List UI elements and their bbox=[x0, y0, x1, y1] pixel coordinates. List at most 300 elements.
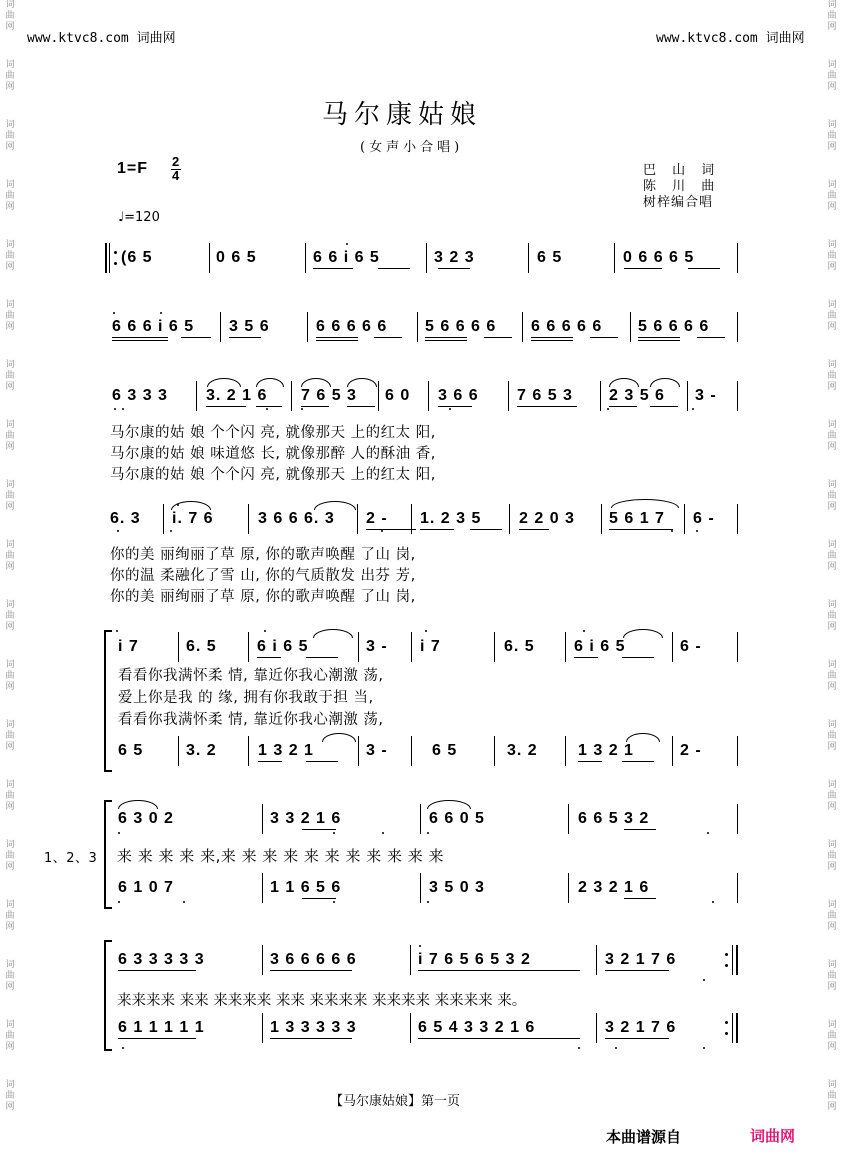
beam-line bbox=[206, 406, 246, 407]
octave-dot bbox=[264, 630, 266, 632]
octave-dot bbox=[346, 243, 348, 245]
la-lyric-line: 来 来 来 来 来,来 来 来 来 来 来 来 来 来 来 来 bbox=[117, 847, 445, 865]
watermark-char: 网 bbox=[5, 82, 15, 92]
ending-top-measure: 3 6 6 6 6 6 bbox=[270, 951, 357, 968]
watermark-char: 曲 bbox=[5, 851, 15, 861]
bar-line bbox=[305, 243, 306, 273]
watermark-char: 曲 bbox=[827, 311, 837, 321]
octave-dot bbox=[427, 832, 429, 834]
beam-line bbox=[257, 657, 281, 658]
watermark-char: 网 bbox=[827, 1102, 837, 1112]
watermark-char: 曲 bbox=[827, 371, 837, 381]
ending-bottom-measure: 1 3 3 3 3 3 bbox=[270, 1019, 357, 1036]
watermark-char: 词 bbox=[827, 960, 837, 970]
watermark-char: 曲 bbox=[827, 551, 837, 561]
watermark-char: 网 bbox=[5, 22, 15, 32]
verse-note-measure: 2 - bbox=[366, 510, 388, 527]
beam-line bbox=[347, 406, 375, 407]
watermark-char: 词 bbox=[827, 240, 837, 250]
watermark-char: 网 bbox=[5, 802, 15, 812]
chorus-bottom-measure: 3 - bbox=[366, 742, 388, 759]
watermark-char: 网 bbox=[827, 742, 837, 752]
watermark-char: 曲 bbox=[827, 851, 837, 861]
arranger-credit: 树梓编合唱 bbox=[643, 195, 714, 210]
beam-line bbox=[316, 337, 358, 338]
bar-line bbox=[410, 945, 411, 975]
watermark-char: 曲 bbox=[827, 11, 837, 21]
octave-dot bbox=[118, 832, 120, 834]
bar-line bbox=[378, 381, 379, 411]
bar-line bbox=[262, 804, 263, 834]
bar-line bbox=[411, 632, 412, 662]
beam-line bbox=[112, 340, 168, 341]
chorus-lyric-line: 看看你我满怀柔 情, 靠近你我心潮激 荡, bbox=[118, 668, 384, 684]
watermark-char: 词 bbox=[5, 780, 15, 790]
watermark-char: 网 bbox=[827, 202, 837, 212]
beam-line bbox=[638, 337, 680, 338]
watermark-char: 曲 bbox=[5, 251, 15, 261]
watermark-char: 曲 bbox=[5, 191, 15, 201]
chorus-top-measure: 6. 5 bbox=[504, 638, 535, 655]
octave-dot bbox=[183, 901, 185, 903]
chorus-lyric-line: 看看你我满怀柔 情, 靠近你我心潮激 荡, bbox=[118, 712, 384, 728]
octave-dot bbox=[122, 1047, 124, 1049]
watermark-char: 网 bbox=[5, 622, 15, 632]
bar-line bbox=[601, 504, 602, 534]
right-watermark bbox=[823, 0, 841, 1171]
watermark-char: 曲 bbox=[827, 1091, 837, 1101]
watermark-char: 网 bbox=[5, 862, 15, 872]
repeat-dot bbox=[725, 964, 728, 967]
octave-dot bbox=[117, 530, 119, 532]
verse-note-measure: 3. 2 1 6 bbox=[206, 387, 268, 404]
bar-line bbox=[420, 804, 421, 834]
octave-dot bbox=[703, 1047, 705, 1049]
watermark-char: 曲 bbox=[5, 611, 15, 621]
bar-line bbox=[737, 632, 738, 662]
octave-dot bbox=[607, 408, 609, 410]
watermark-char: 网 bbox=[5, 142, 15, 152]
watermark-char: 网 bbox=[827, 1042, 837, 1052]
beam-line bbox=[517, 406, 577, 407]
bar-line bbox=[178, 736, 179, 766]
bar-line bbox=[209, 243, 210, 273]
beam-line bbox=[118, 1038, 196, 1039]
beam-line bbox=[624, 829, 656, 830]
beam-line bbox=[270, 1038, 352, 1039]
repeat-dot bbox=[114, 262, 117, 265]
slur bbox=[118, 800, 158, 809]
page-footer: 【马尔康姑娘】第一页 bbox=[330, 1094, 461, 1109]
slur bbox=[313, 629, 353, 638]
bar-line bbox=[196, 381, 197, 411]
watermark-char: 曲 bbox=[5, 371, 15, 381]
beam-line bbox=[697, 337, 725, 338]
bar-line bbox=[522, 312, 523, 342]
beam-line bbox=[609, 529, 673, 530]
watermark-char: 曲 bbox=[5, 911, 15, 921]
beam-line bbox=[366, 529, 416, 530]
la-bottom-measure: 3 5 0 3 bbox=[429, 879, 485, 896]
watermark-char: 词 bbox=[5, 600, 15, 610]
bar-line bbox=[684, 504, 685, 534]
watermark-char: 词 bbox=[5, 240, 15, 250]
beam-line bbox=[624, 268, 662, 269]
ending-top-measure: 6 3 3 3 3 3 bbox=[118, 951, 205, 968]
beam-line bbox=[181, 337, 211, 338]
octave-dot bbox=[301, 408, 303, 410]
beam-line bbox=[316, 340, 358, 341]
watermark-char: 词 bbox=[5, 840, 15, 850]
beam-line bbox=[301, 406, 329, 407]
bar-line bbox=[220, 312, 221, 342]
watermark-char: 网 bbox=[5, 322, 15, 332]
intro-measure: 6 6 i 6 5 bbox=[313, 249, 380, 266]
beam-line bbox=[313, 268, 353, 269]
verse-note-measure: 3 - bbox=[695, 387, 717, 404]
la-top-measure: 6 3 0 2 bbox=[118, 810, 174, 827]
watermark-char: 网 bbox=[5, 742, 15, 752]
bar-line bbox=[358, 632, 359, 662]
bar-line bbox=[687, 381, 688, 411]
octave-dot bbox=[333, 901, 335, 903]
octave-dot bbox=[583, 630, 585, 632]
watermark-char: 曲 bbox=[827, 191, 837, 201]
bar-line bbox=[737, 243, 738, 273]
system-brace bbox=[104, 800, 112, 909]
watermark-char: 网 bbox=[5, 1102, 15, 1112]
watermark-char: 网 bbox=[827, 322, 837, 332]
watermark-char: 词 bbox=[5, 0, 15, 10]
watermark-char: 网 bbox=[827, 562, 837, 572]
beam-line bbox=[425, 340, 467, 341]
watermark-char: 曲 bbox=[827, 1031, 837, 1041]
intro-measure: 6 6 6 6 6 bbox=[316, 318, 388, 335]
watermark-char: 词 bbox=[5, 960, 15, 970]
watermark-char: 词 bbox=[5, 180, 15, 190]
watermark-char: 词 bbox=[827, 120, 837, 130]
watermark-char: 网 bbox=[827, 622, 837, 632]
watermark-char: 词 bbox=[827, 480, 837, 490]
watermark-char: 词 bbox=[5, 660, 15, 670]
watermark-char: 曲 bbox=[827, 71, 837, 81]
slur bbox=[623, 629, 663, 638]
bar-line bbox=[411, 736, 412, 766]
bar-line bbox=[737, 873, 738, 903]
watermark-char: 曲 bbox=[827, 251, 837, 261]
watermark-char: 词 bbox=[827, 300, 837, 310]
watermark-char: 词 bbox=[827, 780, 837, 790]
watermark-char: 网 bbox=[827, 142, 837, 152]
bar-line bbox=[420, 873, 421, 903]
watermark-char: 曲 bbox=[5, 11, 15, 21]
watermark-char: 网 bbox=[827, 382, 837, 392]
beam-line bbox=[609, 406, 637, 407]
slur bbox=[301, 378, 331, 387]
octave-dot bbox=[266, 408, 268, 410]
beam-line bbox=[438, 406, 472, 407]
bar-line bbox=[248, 504, 249, 534]
watermark-char: 词 bbox=[5, 900, 15, 910]
watermark-char: 网 bbox=[5, 1042, 15, 1052]
watermark-char: 网 bbox=[5, 202, 15, 212]
watermark-char: 曲 bbox=[5, 431, 15, 441]
verse-note-measure: i. 7 6 bbox=[172, 510, 214, 527]
watermark-char: 网 bbox=[827, 922, 837, 932]
repeat-start-bar bbox=[105, 243, 107, 273]
verse-note-measure: 6 0 bbox=[385, 387, 411, 404]
beam-line bbox=[574, 657, 598, 658]
beam-line bbox=[470, 529, 502, 530]
watermark-char: 词 bbox=[827, 540, 837, 550]
octave-dot bbox=[177, 504, 179, 506]
bar-line bbox=[262, 873, 263, 903]
watermark-char: 词 bbox=[5, 120, 15, 130]
watermark-char: 词 bbox=[827, 1080, 837, 1090]
beam-line bbox=[578, 761, 602, 762]
la-top-measure: 6 6 0 5 bbox=[429, 810, 485, 827]
octave-dot bbox=[671, 530, 673, 532]
octave-dot bbox=[707, 832, 709, 834]
watermark-char: 曲 bbox=[827, 491, 837, 501]
beam-line bbox=[420, 529, 454, 530]
verse-note-measure: 7 6 5 3 bbox=[301, 387, 357, 404]
bar-line bbox=[307, 312, 308, 342]
repeat-end-bar bbox=[736, 945, 738, 975]
watermark-char: 曲 bbox=[827, 611, 837, 621]
watermark-char: 曲 bbox=[827, 791, 837, 801]
verse-note-measure: 6 - bbox=[693, 510, 715, 527]
chorus-bottom-measure: 1 3 2 1 bbox=[578, 742, 634, 759]
octave-dot bbox=[703, 979, 705, 981]
la-top-measure: 3 3 2 1 6 bbox=[270, 810, 342, 827]
intro-measure: 6 6 6 i 6 5 bbox=[112, 318, 195, 335]
beam-line bbox=[306, 657, 338, 658]
intro-measure: 3 5 6 bbox=[229, 318, 270, 335]
bar-line bbox=[494, 736, 495, 766]
watermark-char: 词 bbox=[5, 1020, 15, 1030]
watermark-char: 网 bbox=[5, 682, 15, 692]
watermark-char: 词 bbox=[827, 360, 837, 370]
beam-line bbox=[256, 406, 282, 407]
watermark-char: 词 bbox=[5, 420, 15, 430]
slur bbox=[256, 378, 284, 387]
bar-line bbox=[358, 736, 359, 766]
system-brace bbox=[104, 630, 112, 772]
watermark-char: 词 bbox=[827, 720, 837, 730]
source-label: 本曲谱源自 bbox=[606, 1128, 682, 1146]
watermark-char: 网 bbox=[827, 502, 837, 512]
bar-line bbox=[428, 381, 429, 411]
watermark-char: 词 bbox=[5, 1080, 15, 1090]
bar-line bbox=[568, 804, 569, 834]
beam-line bbox=[270, 970, 352, 971]
beam-line bbox=[531, 337, 573, 338]
slur bbox=[347, 378, 377, 387]
watermark-char: 网 bbox=[5, 502, 15, 512]
tempo-marking: ♩=120 bbox=[118, 210, 160, 225]
slur bbox=[609, 378, 639, 387]
octave-dot bbox=[578, 1047, 580, 1049]
bar-line bbox=[737, 312, 738, 342]
verse-note-measure: 5 6 1 7 bbox=[609, 510, 665, 527]
chorus-bottom-measure: 2 - bbox=[680, 742, 702, 759]
octave-dot bbox=[170, 530, 172, 532]
watermark-char: 网 bbox=[827, 82, 837, 92]
bar-line bbox=[732, 945, 733, 975]
verse-note-measure: 3 6 6 bbox=[438, 387, 479, 404]
verse-note-measure: 2 2 0 3 bbox=[519, 510, 575, 527]
watermark-char: 曲 bbox=[5, 551, 15, 561]
repeat-dot bbox=[725, 1021, 728, 1024]
octave-dot bbox=[118, 901, 120, 903]
watermark-char: 曲 bbox=[827, 731, 837, 741]
beam-line bbox=[531, 340, 573, 341]
octave-dot bbox=[427, 901, 429, 903]
slur bbox=[322, 733, 356, 742]
ending-top-measure: 3 2 1 7 6 bbox=[605, 951, 677, 968]
ending-bottom-measure: 3 2 1 7 6 bbox=[605, 1019, 677, 1036]
bar-line bbox=[596, 1013, 597, 1043]
bar-line bbox=[417, 312, 418, 342]
intro-measure: 0 6 6 6 5 bbox=[623, 249, 695, 266]
watermark-char: 词 bbox=[827, 660, 837, 670]
watermark-char: 曲 bbox=[5, 971, 15, 981]
verse-note-measure: 6 3 3 3 bbox=[112, 387, 168, 404]
watermark-char: 词 bbox=[827, 900, 837, 910]
chorus-bottom-measure: 6 5 bbox=[118, 742, 144, 759]
time-denominator: 4 bbox=[172, 168, 181, 183]
watermark-char: 曲 bbox=[5, 311, 15, 321]
chorus-bottom-measure: 3. 2 bbox=[186, 742, 217, 759]
intro-measure: 6 6 6 6 6 bbox=[531, 318, 603, 335]
bar-line bbox=[630, 312, 631, 342]
watermark-char: 曲 bbox=[5, 1031, 15, 1041]
watermark-char: 网 bbox=[827, 262, 837, 272]
verse-note-measure: 7 6 5 3 bbox=[517, 387, 573, 404]
la-top-measure: 6 6 5 3 2 bbox=[578, 810, 650, 827]
octave-dot bbox=[692, 408, 694, 410]
verse-note-measure: 3 6 6 6. 3 bbox=[258, 510, 335, 527]
octave-dot bbox=[382, 832, 384, 834]
slur bbox=[207, 378, 241, 387]
verse-number-label: 1、2、3 bbox=[44, 851, 98, 866]
slur bbox=[314, 501, 356, 510]
bar-line bbox=[109, 243, 110, 273]
verse-lyric-line: 马尔康的姑 娘 个个闪 亮, 就像那天 上的红太 阳, bbox=[110, 467, 436, 483]
ending-bottom-measure: 6 1 1 1 1 1 bbox=[118, 1019, 205, 1036]
watermark-char: 网 bbox=[5, 262, 15, 272]
beam-line bbox=[590, 337, 618, 338]
watermark-char: 曲 bbox=[5, 131, 15, 141]
chorus-top-measure: i 7 bbox=[420, 638, 441, 655]
chorus-bottom-measure: 6 5 bbox=[432, 742, 458, 759]
la-bottom-measure: 2 3 2 1 6 bbox=[578, 879, 650, 896]
beam-line bbox=[374, 337, 402, 338]
watermark-char: 曲 bbox=[5, 1091, 15, 1101]
chorus-top-measure: 6 i 6 5 bbox=[257, 638, 309, 655]
chorus-top-measure: 6 i 6 5 bbox=[574, 638, 626, 655]
verse-note-measure: 6. 3 bbox=[110, 510, 141, 527]
beam-line bbox=[302, 829, 336, 830]
beam-line bbox=[650, 406, 678, 407]
bar-line bbox=[494, 632, 495, 662]
octave-dot bbox=[122, 408, 124, 410]
verse-note-measure: 2 3 5 6 bbox=[609, 387, 665, 404]
source-brand[interactable]: 词曲网 bbox=[750, 1127, 796, 1145]
composer-credit: 陈 川 曲 bbox=[643, 179, 721, 194]
verse-lyric-line: 马尔康的姑 娘 个个闪 亮, 就像那天 上的红太 阳, bbox=[110, 425, 436, 441]
octave-dot bbox=[425, 630, 427, 632]
repeat-end-bar bbox=[736, 1013, 738, 1043]
watermark-char: 曲 bbox=[827, 911, 837, 921]
bar-line bbox=[614, 243, 615, 273]
beam-line bbox=[118, 970, 196, 971]
la-bottom-measure: 1 1 6 5 6 bbox=[270, 879, 342, 896]
repeat-dot bbox=[725, 953, 728, 956]
bar-line bbox=[528, 243, 529, 273]
watermark-char: 网 bbox=[827, 22, 837, 32]
watermark-char: 曲 bbox=[5, 791, 15, 801]
watermark-char: 网 bbox=[5, 562, 15, 572]
watermark-char: 曲 bbox=[827, 131, 837, 141]
watermark-char: 曲 bbox=[827, 971, 837, 981]
bar-line bbox=[262, 945, 263, 975]
bar-line bbox=[565, 632, 566, 662]
bar-line bbox=[508, 381, 509, 411]
watermark-char: 词 bbox=[5, 480, 15, 490]
site-header-left[interactable]: www.ktvc8.com 词曲网 bbox=[27, 31, 176, 46]
beam-line bbox=[622, 761, 654, 762]
bar-line bbox=[737, 504, 738, 534]
chorus-top-measure: 3 - bbox=[366, 638, 388, 655]
verse-note-measure: 1. 2 3 5 bbox=[420, 510, 482, 527]
watermark-char: 网 bbox=[827, 982, 837, 992]
octave-dot bbox=[116, 630, 118, 632]
watermark-char: 曲 bbox=[5, 671, 15, 681]
site-header-right[interactable]: www.ktvc8.com 词曲网 bbox=[656, 31, 805, 46]
system-brace bbox=[104, 940, 112, 1051]
bar-line bbox=[426, 243, 427, 273]
beam-line bbox=[638, 340, 680, 341]
octave-dot bbox=[381, 530, 383, 532]
intro-measure: 6 5 bbox=[537, 249, 563, 266]
bar-line bbox=[672, 632, 673, 662]
bar-line bbox=[163, 504, 164, 534]
bar-line bbox=[509, 504, 510, 534]
beam-line bbox=[258, 761, 282, 762]
beam-line bbox=[605, 1038, 669, 1039]
watermark-char: 网 bbox=[827, 802, 837, 812]
beam-line bbox=[229, 337, 261, 338]
bar-line bbox=[410, 1013, 411, 1043]
bar-line bbox=[248, 736, 249, 766]
watermark-char: 词 bbox=[827, 60, 837, 70]
intro-measure: 5 6 6 6 6 bbox=[638, 318, 710, 335]
watermark-char: 网 bbox=[5, 382, 15, 392]
bar-line bbox=[248, 632, 249, 662]
bar-line bbox=[737, 736, 738, 766]
bar-line bbox=[357, 504, 358, 534]
beam-line bbox=[302, 898, 336, 899]
intro-measure: 5 6 6 6 6 bbox=[425, 318, 497, 335]
verse-lyric-line: 你的美 丽绚丽了草 原, 你的歌声唤醒 了山 岗, bbox=[110, 589, 416, 605]
lyricist-credit: 巴 山 词 bbox=[643, 163, 721, 178]
slur bbox=[626, 733, 660, 742]
bar-line bbox=[291, 381, 292, 411]
watermark-char: 词 bbox=[5, 60, 15, 70]
repeat-dot bbox=[725, 1032, 728, 1035]
